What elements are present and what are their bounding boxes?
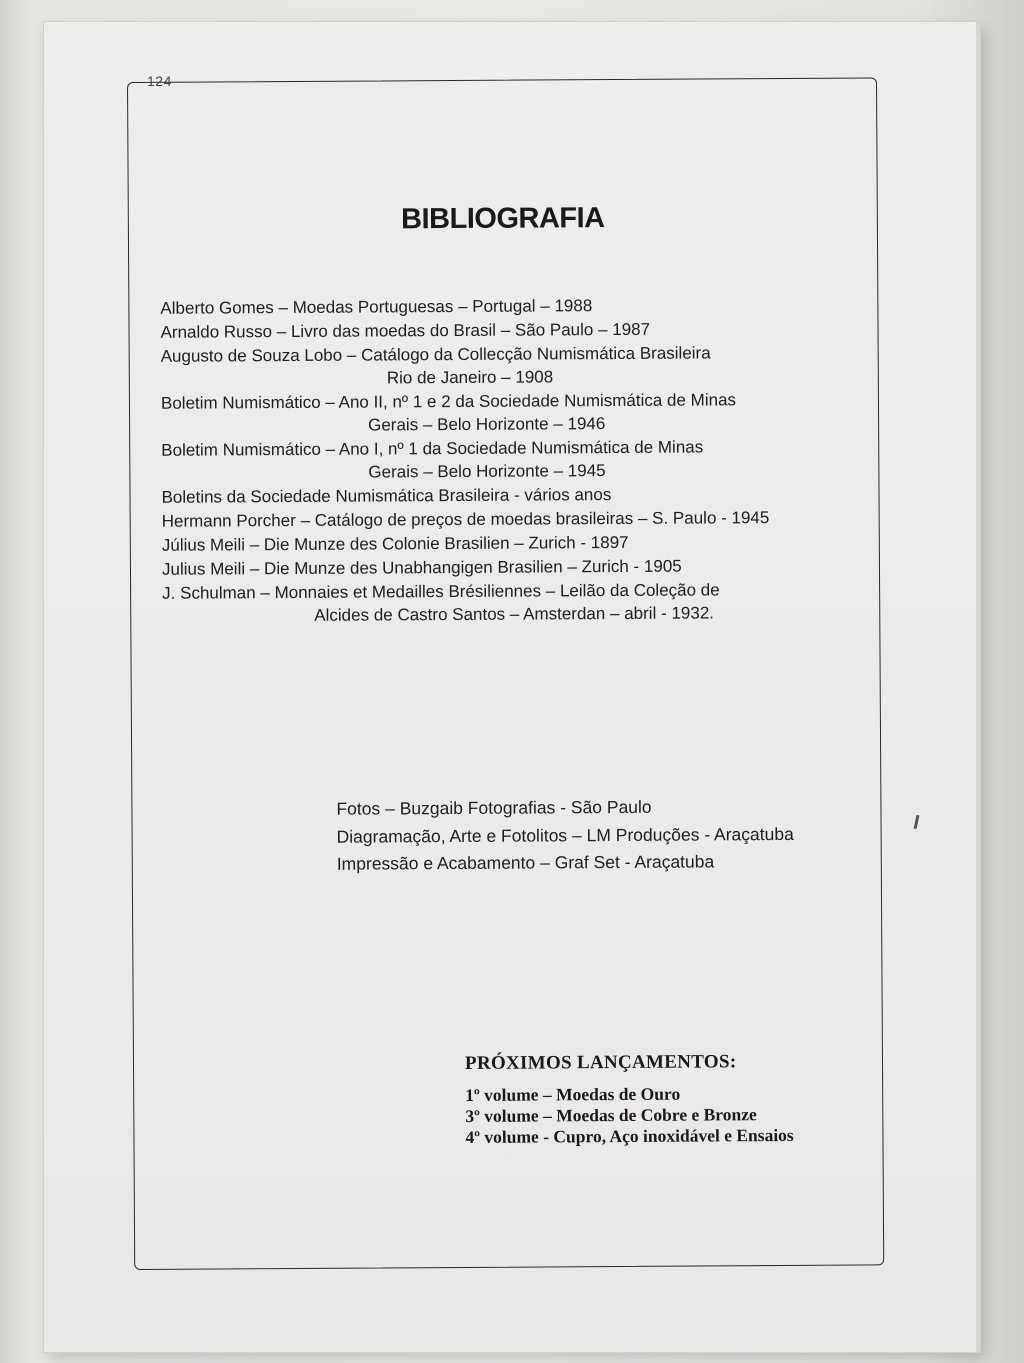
credit-line: Impressão e Acabamento – Graf Set - Araçatuba	[336, 851, 715, 874]
content-frame	[127, 77, 884, 1270]
page-edge	[976, 22, 980, 1352]
volume-item: 4º volume - Cupro, Aço inoxidável e Ensaios	[465, 1124, 794, 1147]
entry-text: Augusto de Souza Lobo – Catálogo da Collecção Numismática Brasileira	[160, 343, 711, 366]
bibliography-entry	[162, 577, 872, 627]
entry-text: Boletins da Sociedade Numismática Brasileira - vários anos	[161, 485, 612, 507]
upcoming-title: PRÓXIMOS LANÇAMENTOS:	[464, 1051, 737, 1074]
bibliography-entry	[161, 340, 871, 390]
bibliography-entry	[160, 292, 870, 319]
bibliography-entry	[161, 387, 871, 437]
credit-line: Fotos – Buzgaib Fotografias - São Paulo	[336, 796, 652, 819]
bibliography-entry	[162, 553, 872, 580]
entry-text: Július Meili – Die Munze des Colonie Brasilien – Zurich - 1897	[161, 532, 629, 555]
bibliography-entry	[162, 529, 872, 556]
entry-text: J. Schulman – Monnaies et Medailles Brésiliennes – Leilão da Coleção de	[162, 580, 720, 603]
entry-text: Julius Meili – Die Munze des Unabhangigen Brasilien – Zurich - 1905	[161, 556, 682, 579]
page-number: 124	[147, 73, 172, 89]
bibliography-entry	[161, 481, 871, 508]
entry-text: Arnaldo Russo – Livro das moedas do Brasil – São Paulo – 1987	[160, 319, 651, 342]
bibliography-entry	[162, 505, 872, 532]
book-page	[44, 22, 980, 1352]
entry-text: Alberto Gomes – Moedas Portuguesas – Portugal – 1988	[160, 296, 593, 318]
page-title: BIBLIOGRAFIA	[401, 202, 605, 236]
credits-block	[336, 793, 794, 878]
entry-continuation: Gerais – Belo Horizonte – 1946	[368, 414, 606, 435]
entry-text: Hermann Porcher – Catálogo de preços de moedas brasileiras – S. Paulo - 1945	[161, 508, 770, 531]
entry-continuation: Rio de Janeiro – 1908	[386, 367, 554, 388]
entry-continuation: Gerais – Belo Horizonte – 1945	[368, 461, 606, 482]
entry-text: Boletim Numismático – Ano I, nº 1 da Sociedade Numismática de Minas	[161, 437, 704, 460]
upcoming-releases	[465, 1051, 794, 1148]
bibliography-entry	[160, 316, 870, 343]
bibliography-list	[160, 292, 872, 627]
volume-item: 3º volume – Moedas de Cobre e Bronze	[465, 1104, 757, 1126]
entry-text: Boletim Numismático – Ano II, nº 1 e 2 da Sociedade Numismática de Minas	[160, 390, 737, 413]
bibliography-entry	[161, 434, 871, 484]
volume-item: 1º volume – Moedas de Ouro	[465, 1083, 681, 1105]
entry-continuation: Alcides de Castro Santos – Amsterdan – abril - 1932.	[314, 603, 715, 625]
credit-line: Diagramação, Arte e Fotolitos – LM Produções - Araçatuba	[336, 823, 794, 847]
